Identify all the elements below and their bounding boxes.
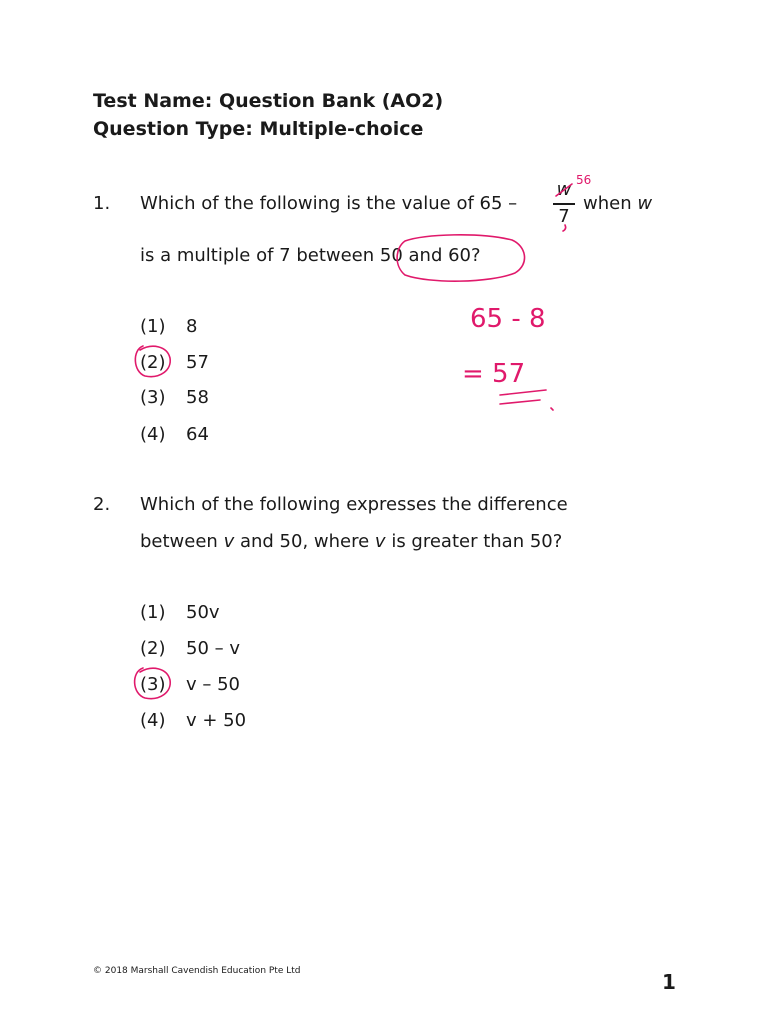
fraction-numerator: w xyxy=(556,179,572,200)
page-number: 1 xyxy=(662,970,676,994)
work-line-1: 65 - 8 xyxy=(470,304,546,334)
circle-q2-option-3 xyxy=(135,668,171,699)
fraction-note-text: 56 xyxy=(576,173,592,187)
question-type-heading: Question Type: Multiple-choice xyxy=(93,118,424,140)
circle-50-and-60 xyxy=(397,235,524,281)
test-name-heading: Test Name: Question Bank (AO2) xyxy=(93,90,444,112)
q1-option-1[interactable]: (1) 8 xyxy=(140,316,198,337)
ink-tick-mark xyxy=(563,225,566,231)
q2-option-1[interactable]: (1) 50v xyxy=(140,602,220,623)
q2-option-3[interactable]: (3) v – 50 xyxy=(140,674,240,695)
underline-stroke-2 xyxy=(500,400,540,404)
underline-stroke-1 xyxy=(500,390,546,395)
fraction-denominator: 7 xyxy=(558,206,570,227)
question-1-number: 1. xyxy=(93,193,111,214)
q1-option-2[interactable]: (2) 57 xyxy=(140,352,209,373)
w-strikethrough-mark xyxy=(556,184,572,196)
ink-strokes xyxy=(135,184,572,699)
question-2-text-line2: between v and 50, where v is greater than 50? xyxy=(140,531,563,552)
question-1-text-line2: is a multiple of 7 between 50 and 60? xyxy=(140,245,481,266)
q1-option-3[interactable]: (3) 58 xyxy=(140,387,209,408)
q1-option-4[interactable]: (4) 64 xyxy=(140,424,209,445)
question-2-number: 2. xyxy=(93,494,111,515)
q2-option-4[interactable]: (4) v + 50 xyxy=(140,710,247,731)
question-1-text-end: when w xyxy=(583,193,653,214)
ink-dot xyxy=(551,408,553,410)
work-line-2: = 57 xyxy=(462,359,526,389)
circle-q1-option-2 xyxy=(135,346,170,377)
q2-option-2[interactable]: (2) 50 – v xyxy=(140,638,240,659)
copyright-footer: © 2018 Marshall Cavendish Education Pte Ltd xyxy=(93,966,301,976)
question-1-text-start: Which of the following is the value of 65 – xyxy=(140,193,518,214)
question-2-text-line1: Which of the following expresses the difference xyxy=(140,494,568,515)
